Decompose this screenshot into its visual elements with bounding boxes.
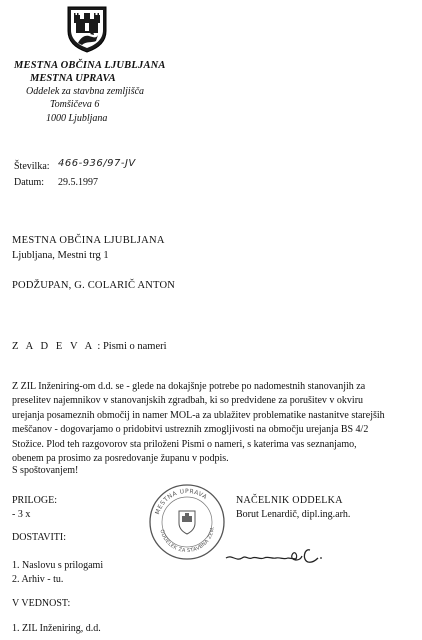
body-line: meščanov - dogovarjamo o pridobitvi ustreznih zmogljivosti na območju urejanja BS 4/2 bbox=[12, 424, 369, 436]
date-value: 29.5.1997 bbox=[58, 177, 98, 188]
cc-label: V VEDNOST: bbox=[12, 598, 71, 609]
body-line: Z ZIL Inženiring-om d.d. se - glede na dokajšnje potrebe po nadomestnih stanovanjih za bbox=[12, 381, 366, 392]
subject-value: : Pismi o nameri bbox=[97, 341, 167, 352]
letterhead-city: 1000 Ljubljana bbox=[46, 113, 108, 124]
greeting: S spoštovanjem! bbox=[12, 465, 79, 476]
letter-body bbox=[12, 380, 408, 466]
number-value: 466-936/97-JV bbox=[58, 158, 136, 169]
recipient-person: PODŽUPAN, G. COLARIČ ANTON bbox=[12, 280, 176, 291]
coat-of-arms-logo bbox=[66, 5, 108, 53]
official-seal-stamp bbox=[148, 483, 226, 561]
number-label: Številka: bbox=[14, 161, 50, 172]
svg-text:ODDELEK ZA STAVBNA ZEM.: ODDELEK ZA STAVBNA ZEM. bbox=[158, 525, 216, 555]
letterhead-street: Tomšičeva 6 bbox=[50, 99, 100, 110]
body-line: preselitev najemnikov v stanovanjskih zgradbah, ki so predvidene za porušitev v okviru bbox=[12, 395, 364, 407]
subject-line bbox=[12, 341, 167, 352]
subject-label: Z A D E V A bbox=[12, 341, 95, 352]
date-label: Datum: bbox=[14, 177, 44, 188]
body-line: obenem pa prosimo za posredovanje županu v podpis. bbox=[12, 453, 229, 465]
svg-text:MESTNA UPRAVA: MESTNA UPRAVA bbox=[154, 487, 209, 516]
cc-item: 1. ZIL Inženiring, d.d. bbox=[12, 623, 101, 634]
recipient-organization: MESTNA OBČINA LJUBLJANA bbox=[12, 235, 165, 246]
signatory-title: NAČELNIK ODDELKA bbox=[236, 495, 343, 506]
attachments-value: - 3 x bbox=[12, 509, 31, 520]
distribution-label: DOSTAVITI: bbox=[12, 532, 67, 543]
letterhead-department: Oddelek za stavbna zemljišča bbox=[26, 86, 145, 97]
signatory-name: Borut Lenardič, dipl.ing.arh. bbox=[236, 509, 351, 520]
letterhead-administration: MESTNA UPRAVA bbox=[30, 73, 116, 84]
distribution-item: 2. Arhiv - tu. bbox=[12, 574, 64, 585]
letterhead-municipality: MESTNA OBČINA LJUBLJANA bbox=[14, 60, 166, 71]
recipient-address: Ljubljana, Mestni trg 1 bbox=[12, 250, 109, 261]
body-line: urejanja posameznih območij in namer MOL-a za ublažitev problematike nastanitve starejših bbox=[12, 409, 385, 421]
attachments-label: PRILOGE: bbox=[12, 495, 57, 506]
distribution-item: 1. Naslovu s prilogami bbox=[12, 560, 104, 571]
body-line: Stožice. Plod teh razgovorov sta priloženi Pismi o nameri, s katerima vas seznanjamo, bbox=[12, 438, 357, 450]
signature-image bbox=[222, 540, 328, 572]
